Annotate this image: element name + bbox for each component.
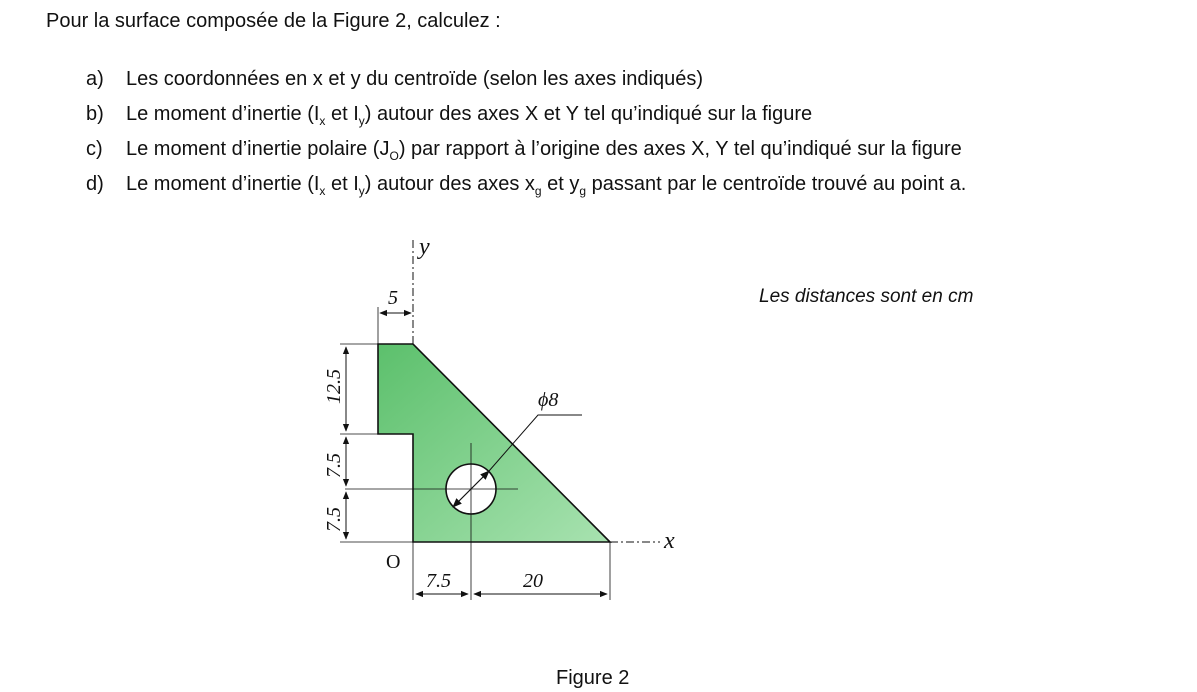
- question-text: Le moment d’inertie polaire $(J_O)$ par rapport à l’origine des axes X, Y tel qu’indiqué sur la figure: [126, 138, 962, 163]
- figure-caption: Figure 2: [556, 667, 630, 689]
- question-text: Le moment d’inertie ($I_x$ et $I_y$) autour des axes X et Y tel qu’indiqué sur la figure: [126, 103, 813, 128]
- composite-shape: [378, 344, 610, 542]
- question-text: Le moment d’inertie ($I_x$ et $I_y$) autour des axes $x_g$ et $y_g$ passant par le centroïde trouvé au point a.: [126, 173, 967, 198]
- question-text: Les coordonnées en x et y du centroïde (selon les axes indiqués): [126, 68, 704, 90]
- bottom-dim-label-20: 20: [523, 570, 543, 592]
- intro-text: Pour la surface composée de la Figure 2, calculez :: [46, 10, 501, 32]
- top-dim-label: 5: [388, 287, 398, 309]
- hole-diameter-label: ϕ8: [538, 389, 559, 411]
- question-list: [86, 66, 966, 206]
- question-label: a): [86, 68, 104, 90]
- figure-2-diagram: [300, 228, 700, 608]
- y-axis-label: y: [419, 234, 430, 260]
- bottom-dim-label-7-5: 7.5: [426, 570, 451, 592]
- left-dim-label-7-5-lower: 7.5: [323, 507, 345, 532]
- origin-label: O: [386, 551, 401, 573]
- x-axis-label: x: [664, 528, 675, 554]
- left-dim-label-12-5: 12.5: [323, 369, 345, 404]
- question-a: [86, 66, 966, 101]
- question-c: [86, 136, 966, 171]
- question-label: b): [86, 103, 104, 125]
- units-note: Les distances sont en cm: [759, 286, 974, 307]
- question-label: d): [86, 173, 104, 195]
- question-label: c): [86, 138, 103, 160]
- question-b: [86, 101, 966, 136]
- question-d: [86, 171, 966, 206]
- left-dim-label-7-5-upper: 7.5: [323, 453, 345, 478]
